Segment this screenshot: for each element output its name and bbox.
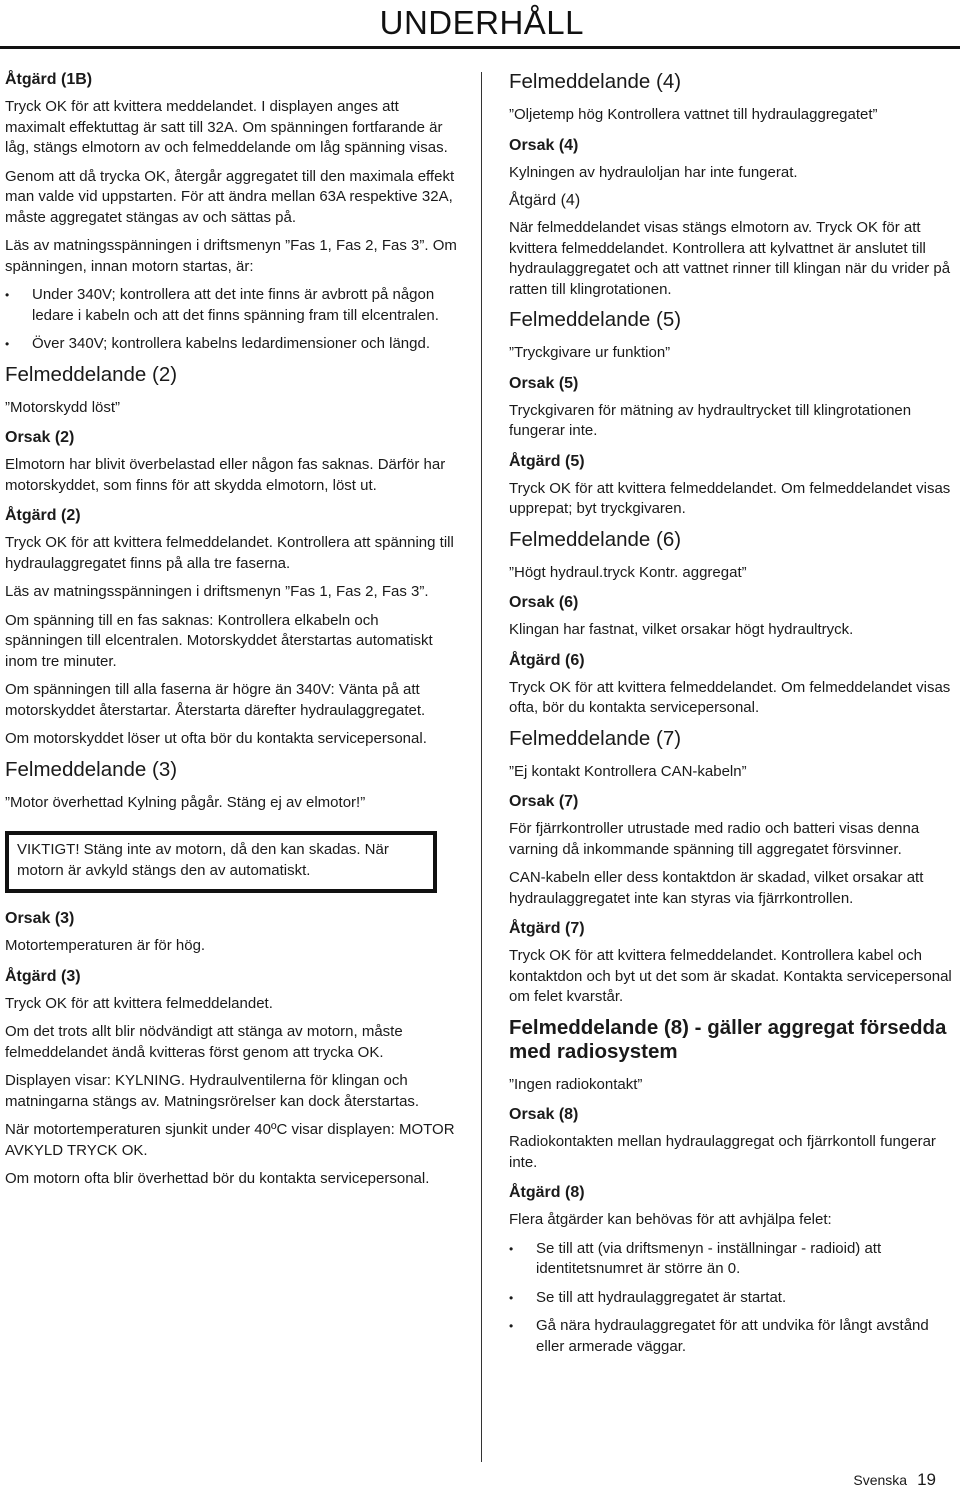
paragraph: Tryck OK för att kvittera felmeddelandet. Om felmeddelandet visas upprepat; byt tryckgivaren.	[509, 479, 951, 517]
warning-box	[5, 831, 437, 893]
action-heading: Åtgärd (8)	[509, 1184, 585, 1201]
action-heading: Åtgärd (4)	[509, 192, 581, 209]
bullet-list	[5, 285, 457, 355]
paragraph: Genom att då trycka OK, återgår aggregatet till den maximala effekt man valde vid uppstarten. För att ändra mellan 63A respektive 32A, måste aggregatet stängas av och sättas på.	[5, 167, 455, 226]
cause-heading: Orsak (8)	[509, 1106, 579, 1123]
header-rule	[0, 46, 960, 49]
action-heading: Åtgärd (7)	[509, 920, 585, 937]
cause-heading: Orsak (5)	[509, 374, 579, 392]
action-heading: Åtgärd (5)	[509, 452, 585, 470]
cause-heading: Orsak (2)	[5, 429, 75, 446]
paragraph: Displayen visar: KYLNING. Hydraulventilerna för klingan och matningarna stängs av. Matningsrörelser kan dock återstartas.	[5, 1072, 420, 1110]
paragraph: Läs av matningsspänningen i driftsmenyn ”Fas 1, Fas 2, Fas 3”.	[5, 583, 429, 600]
section-heading: Åtgärd (1B)	[5, 71, 93, 88]
paragraph: Om det trots allt blir nödvändigt att stänga av motorn, måste felmeddelandet ändå kvitteras först genom att trycka OK.	[5, 1023, 403, 1061]
paragraph: Tryck OK för att kvittera felmeddelandet. Om felmeddelandet visas ofta, bör du kontakta servicepersonal.	[509, 678, 951, 716]
error-message-heading: Felmeddelande (6)	[509, 527, 682, 551]
cause-heading: Orsak (7)	[509, 793, 579, 810]
error-message-text: ”Ej kontakt Kontrollera CAN-kabeln”	[509, 762, 747, 780]
error-message-heading: Felmeddelande (5)	[509, 308, 682, 331]
paragraph: Flera åtgärder kan behövas för att avhjälpa felet:	[509, 1211, 832, 1228]
column-divider	[481, 72, 482, 1462]
cause-heading: Orsak (3)	[5, 910, 75, 927]
error-message-heading: Felmeddelande (7)	[509, 726, 682, 750]
list-item: • Se till att hydraulaggregatet är startat.	[509, 1288, 957, 1309]
error-message-heading: Felmeddelande (3)	[5, 757, 178, 781]
paragraph: Om spänningen till alla faserna är högre än 340V: Vänta på att motorskyddet återstartar. Återstarta därefter hydraulaggregatet.	[5, 681, 426, 719]
paragraph: Om spänning till en fas saknas: Kontrollera elkabeln och spänningen till elcentralen. Motorskyddet återstartas automatiskt inom tre minuter.	[5, 611, 433, 670]
bullet-list	[509, 1239, 957, 1358]
list-item: • Över 340V; kontrollera kabelns ledardimensioner och längd.	[5, 334, 457, 355]
cause-heading: Orsak (4)	[509, 136, 579, 154]
error-message-heading: Felmeddelande (4)	[509, 70, 682, 93]
list-item: • Under 340V; kontrollera att det inte finns är avbrott på någon ledare i kabeln och att det finns spänning fram till elcentralen.	[5, 285, 457, 326]
paragraph: För fjärrkontroller utrustade med radio och batteri visas denna varning då inkommande spänning till aggregatet försvinner.	[509, 820, 920, 858]
error-message-heading: Felmeddelande (8) - gäller aggregat försedda med radiosystem	[509, 1015, 947, 1063]
paragraph: Elmotorn har blivit överbelastad eller någon fas saknas. Därför har motorskyddet, som finns för att skydda elmotorn, löst ut.	[5, 456, 446, 494]
list-item: • Gå nära hydraulaggregatet för att undvika för långt avstånd eller armerade väggar.	[509, 1316, 957, 1357]
paragraph: Tryckgivaren för mätning av hydraultrycket till klingrotationen fungerar inte.	[509, 401, 912, 439]
paragraph: Tryck OK för att kvittera felmeddelandet. Kontrollera kabel och kontaktdon och byt ut det som är skadat. Kontakta servicepersonal om felet kvarstår.	[509, 947, 952, 1005]
paragraph: Tryck OK för att kvittera felmeddelandet.	[5, 994, 273, 1012]
error-message-text: ”Högt hydraul.tryck Kontr. aggregat”	[509, 563, 747, 581]
error-message-text: ”Tryckgivare ur funktion”	[509, 344, 671, 361]
paragraph: Tryck OK för att kvittera felmeddelandet. Kontrollera att spänning till hydraulaggregatet finns på alla tre faserna.	[5, 534, 454, 572]
page-footer	[853, 1470, 936, 1490]
error-message-text: ”Motor överhettad Kylning pågår. Stäng ej av elmotor!”	[5, 793, 366, 811]
paragraph: När motortemperaturen sjunkit under 40ºC visar displayen: MOTOR AVKYLD TRYCK OK.	[5, 1121, 455, 1159]
error-message-text: ”Oljetemp hög Kontrollera vattnet till hydraulaggregatet”	[509, 106, 878, 123]
action-heading: Åtgärd (6)	[509, 651, 585, 669]
paragraph: CAN-kabeln eller dess kontaktdon är skadad, vilket orsakar att hydraulaggregatet inte kan styras via fjärrkontrollen.	[509, 869, 924, 907]
paragraph: Klingan har fastnat, vilket orsakar högt hydraultryck.	[509, 621, 854, 638]
list-item: • Se till att (via driftsmenyn - inställningar - radioid) att identitetsnumret är större än 0.	[509, 1239, 957, 1280]
left-column	[5, 70, 457, 1198]
page-title: UNDERHÅLL	[379, 4, 584, 41]
paragraph: När felmeddelandet visas stängs elmotorn av. Tryck OK för att kvittera felmeddelandet. Kontrollera att kylvattnet är anslutet till hydraulaggregatet och att vattnet rinner till klingan när du vrider på ratten till klingrotationen.	[509, 219, 951, 298]
warning-text: VIKTIGT! Stäng inte av motorn, då den kan skadas. När motorn är avkyld stängs den av automatiskt.	[17, 841, 389, 879]
cause-heading: Orsak (6)	[509, 594, 579, 611]
paragraph: Motortemperaturen är för hög.	[5, 937, 206, 954]
footer-language: Svenska	[853, 1472, 908, 1488]
paragraph: Kylningen av hydrauloljan har inte fungerat.	[509, 163, 798, 181]
paragraph: Tryck OK för att kvittera meddelandet. I displayen anges att maximalt effektuttag är satt till 32A. Om spänningen fortfarande är låg, stängs elmotorn av och felmeddelande om låg spänning visas.	[5, 98, 448, 156]
paragraph: Radiokontakten mellan hydraulaggregat och fjärrkontoll fungerar inte.	[509, 1133, 936, 1171]
paragraph: Läs av matningsspänningen i driftsmenyn ”Fas 1, Fas 2, Fas 3”. Om spänningen, innan motorn startas, är:	[5, 237, 457, 275]
paragraph: Om motorn ofta blir överhettad bör du kontakta servicepersonal.	[5, 1170, 430, 1187]
action-heading: Åtgärd (3)	[5, 967, 81, 985]
error-message-text: ”Motorskydd löst”	[5, 398, 121, 416]
right-column	[509, 70, 957, 1365]
paragraph: Om motorskyddet löser ut ofta bör du kontakta servicepersonal.	[5, 730, 427, 747]
error-message-text: ”Ingen radiokontakt”	[509, 1075, 643, 1093]
action-heading: Åtgärd (2)	[5, 507, 81, 524]
error-message-heading: Felmeddelande (2)	[5, 362, 178, 386]
page-number: 19	[917, 1470, 936, 1489]
